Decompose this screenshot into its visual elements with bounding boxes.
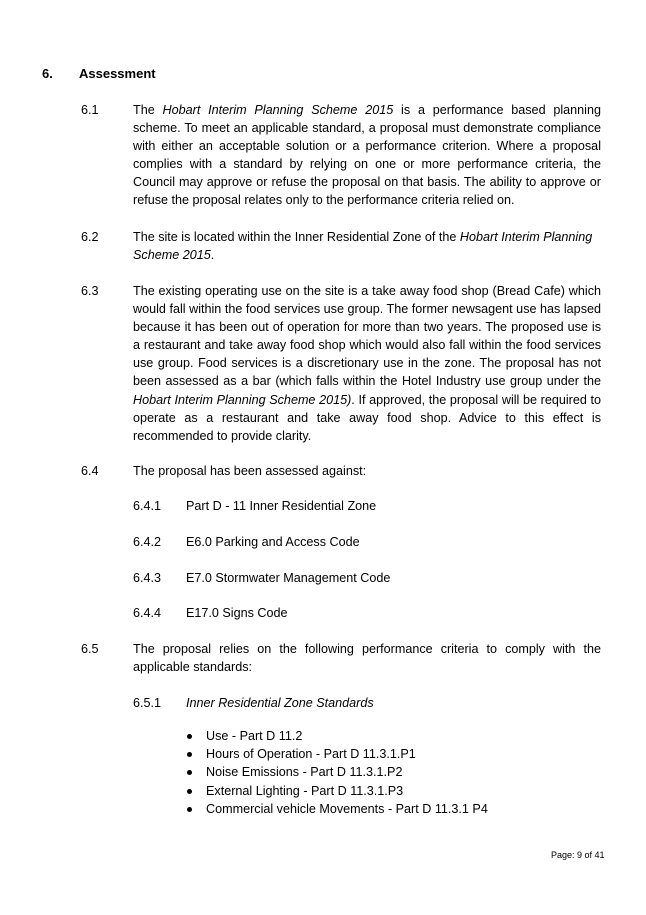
paragraph-6-3: [81, 282, 601, 445]
text-run: The existing operating use on the site is a take away food shop (Bread Cafe) which would fall within the food services use group. The former newsagent use has lapsed because it has been out of operation for more than two years. The proposed use is a restaurant and take away food shop which would also fall within the food services use group. Food services is a discretionary use in the zone. The proposal has not been assessed as a bar (which falls within the Hotel Industry use group under the: [133, 284, 601, 389]
text-run: . If approved, the proposal will be required to operate as a restaurant and take away food shop. Advice to this effect is recommended to provide clarity.: [133, 392, 601, 443]
criteria-bullet-list: [186, 727, 488, 818]
sub-item-6-5-1: [133, 694, 374, 712]
sub-item-6-4-2: [133, 533, 360, 551]
sub-item-number: 6.5.1: [133, 696, 162, 710]
paragraph-text: [133, 228, 601, 264]
scheme-title: Hobart Interim Planning Scheme 2015): [133, 392, 352, 407]
paragraph-number: 6.1: [81, 103, 99, 117]
paragraph-text: [133, 101, 601, 210]
list-item: Commercial vehicle Movements - Part D 11.3.1 P4: [186, 800, 488, 818]
list-item: Use - Part D 11.2: [186, 727, 488, 745]
sub-item-number: 6.4.3: [133, 571, 162, 585]
text-run: The: [133, 103, 163, 117]
section-number: 6.: [42, 66, 53, 81]
sub-item-number: 6.4.4: [133, 606, 162, 620]
paragraph-number: 6.5: [81, 642, 99, 656]
section-heading: [42, 66, 156, 81]
sub-item-text: E7.0 Stormwater Management Code: [186, 571, 391, 585]
sub-item-number: 6.4.1: [133, 499, 162, 513]
sub-item-title: Inner Residential Zone Standards: [186, 696, 374, 710]
sub-item-text: Part D - 11 Inner Residential Zone: [186, 499, 377, 513]
scheme-title: Hobart Interim Planning Scheme 2015: [162, 103, 394, 117]
paragraph-6-5: [81, 640, 601, 676]
paragraph-text: [133, 282, 601, 445]
paragraph-number: 6.3: [81, 284, 99, 298]
text-run: The site is located within the Inner Residential Zone of the: [133, 230, 460, 244]
paragraph-6-4: [81, 462, 601, 480]
sub-item-text: E17.0 Signs Code: [186, 606, 288, 620]
paragraph-6-2: [81, 228, 601, 264]
sub-item-text: E6.0 Parking and Access Code: [186, 535, 360, 549]
paragraph-text: The proposal relies on the following performance criteria to comply with the applicable standards:: [133, 642, 601, 675]
sub-item-6-4-3: [133, 569, 390, 587]
sub-item-number: 6.4.2: [133, 535, 162, 549]
section-title: Assessment: [79, 66, 156, 81]
paragraph-text: The proposal has been assessed against:: [133, 464, 367, 478]
page-number-footer: Page: 9 of 41: [551, 850, 605, 860]
list-item: Hours of Operation - Part D 11.3.1.P1: [186, 745, 488, 763]
list-item: Noise Emissions - Part D 11.3.1.P2: [186, 763, 488, 781]
paragraph-number: 6.2: [81, 230, 99, 244]
list-item: External Lighting - Part D 11.3.1.P3: [186, 782, 488, 800]
text-run: .: [210, 248, 215, 263]
paragraph-6-1: [81, 101, 601, 210]
sub-item-6-4-1: [133, 497, 376, 515]
scheme-title: Hobart Interim Planning Scheme 2015: [133, 230, 593, 263]
sub-item-6-4-4: [133, 604, 288, 622]
text-run: is a performance based planning scheme. To meet an applicable standard, a proposal must demonstrate compliance with either an acceptable solution or a performance criterion. Where a proposal complies with a standard by relying on one or more performance criteria, the Council may approve or refuse the proposal on that basis. The ability to approve or refuse the proposal relates only to the performance criteria relied on.: [133, 103, 601, 208]
paragraph-number: 6.4: [81, 464, 99, 478]
